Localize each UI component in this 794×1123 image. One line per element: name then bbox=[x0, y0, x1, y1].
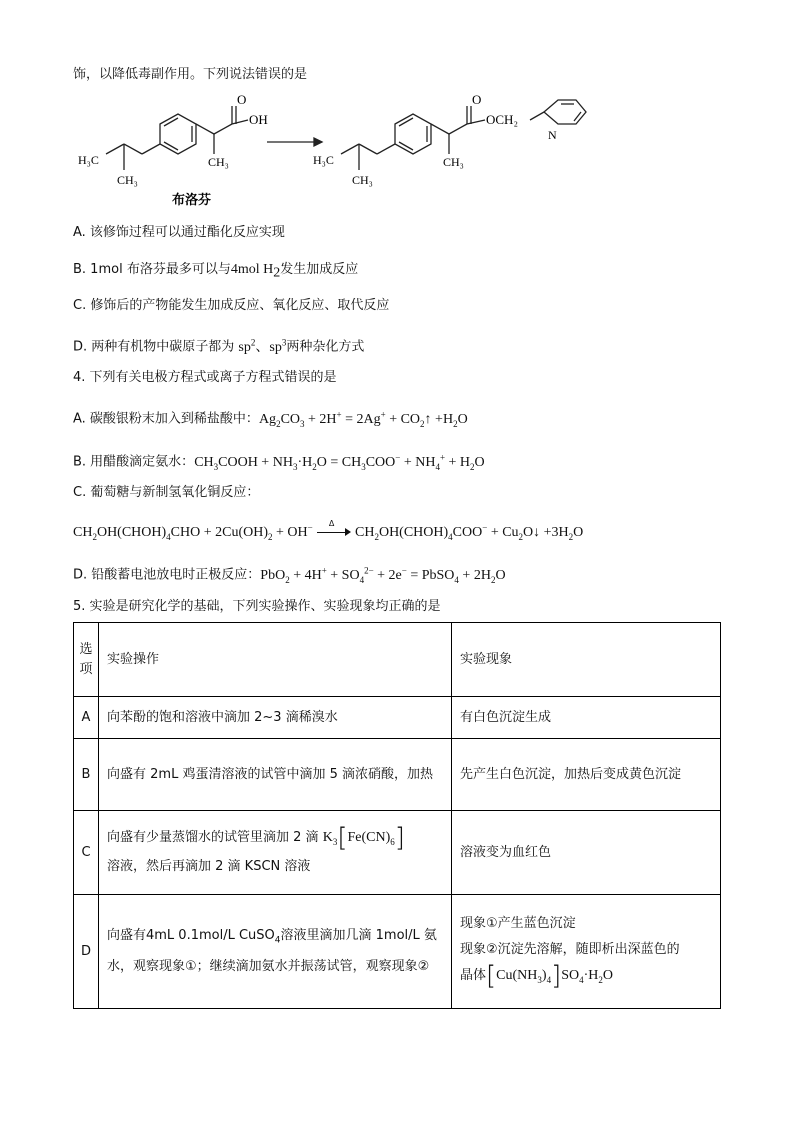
q4-option-b: B. 用醋酸滴定氨水：$CH_3COOH + NH_3\cdot H_2O = CH_3COO^- + NH_4^+ + H_2O$ bbox=[73, 452, 485, 472]
methyl-label: CH₃ bbox=[208, 155, 229, 169]
operation-cell: 向苯酚的饱和溶液中滴加 2~3 滴稀溴水 bbox=[99, 697, 452, 739]
header-option: 选项 bbox=[74, 623, 99, 697]
observation-cell: 有白色沉淀生成 bbox=[452, 697, 721, 739]
option-cell: C bbox=[74, 811, 99, 895]
option-cell: B bbox=[74, 739, 99, 811]
experiment-table bbox=[73, 622, 721, 1009]
table-header-row bbox=[74, 623, 721, 697]
table-row bbox=[74, 739, 721, 811]
option-cell: A bbox=[74, 697, 99, 739]
ester-label: OCH₂ bbox=[486, 112, 518, 127]
operation-cell: 向盛有 2mL 鸡蛋清溶液的试管中滴加 5 滴浓硝酸，加热 bbox=[99, 739, 452, 811]
option-d: D. 两种有机物中碳原子都为 $sp^2$、$sp^3$两种杂化方式 bbox=[73, 337, 365, 355]
methyl-label: CH₃ bbox=[443, 155, 464, 169]
table-row bbox=[74, 697, 721, 739]
question-5-stem: 5. 实验是研究化学的基础，下列实验操作、实验现象均正确的是 bbox=[73, 599, 441, 614]
carbonyl-oxygen: O bbox=[237, 92, 247, 107]
q4-option-c: C. 葡萄糖与新制氢氧化铜反应： bbox=[73, 485, 260, 500]
observation-cell: 溶液变为血红色 bbox=[452, 811, 721, 895]
methyl-label: H₃C bbox=[78, 153, 99, 167]
option-a: A. 该修饰过程可以通过酯化反应实现 bbox=[73, 225, 285, 240]
table-row bbox=[74, 895, 721, 1009]
header-operation: 实验操作 bbox=[99, 623, 452, 697]
methyl-label: CH₃ bbox=[352, 173, 373, 187]
nitrogen-label: N bbox=[548, 128, 557, 142]
q4-equation-c: $CH_2OH(CHOH)_4CHO + 2Cu(OH)_2 + OH^-$ Δ $CH_2OH(CHOH)_4COO^-$ + $Cu_2O↓ +3H_2O$ bbox=[73, 519, 584, 542]
operation-cell: 向盛有4mL 0.1mol/L CuSO$_4$溶液里滴加几滴 1mol/L 氨水，观察现象①；继续滴加氨水并振荡试管，观察现象② bbox=[99, 895, 452, 1009]
observation-cell: 现象①产生蓝色沉淀 现象②沉淀先溶解，随即析出深蓝色的 晶体$[Cu(NH_3)_4]SO_4\cdot H_2O$ bbox=[452, 895, 721, 1009]
option-cell: D bbox=[74, 895, 99, 1009]
reaction-diagram bbox=[60, 92, 660, 212]
header-observation: 实验现象 bbox=[452, 623, 721, 697]
table-row bbox=[74, 811, 721, 895]
q4-option-d: D. 铅酸蓄电池放电时正极反应：$PbO_2 + 4H^+ + SO_4^{2-} + 2e^-$ = PbSO$_4$ + $2H_2O$ bbox=[73, 565, 506, 585]
option-c: C. 修饰后的产物能发生加成反应、氧化反应、取代反应 bbox=[73, 298, 390, 313]
carbonyl-oxygen: O bbox=[472, 92, 482, 107]
observation-cell: 先产生白色沉淀，加热后变成黄色沉淀 bbox=[452, 739, 721, 811]
methyl-label: CH₃ bbox=[117, 173, 138, 187]
q4-option-a: A. 碳酸银粉末加入到稀盐酸中：$Ag_2CO_3 + 2H^+ = 2Ag^+$ + $CO_2↑ +H_2O$ bbox=[73, 409, 468, 429]
question-4-stem: 4. 下列有关电极方程式或离子方程式错误的是 bbox=[73, 370, 337, 385]
operation-cell: 向盛有少量蒸馏水的试管里滴加 2 滴 $K_3[Fe(CN)_6]$ 溶液，然后再滴加 2 滴 KSCN 溶液 bbox=[99, 811, 452, 895]
compound-name: 布洛芬 bbox=[172, 193, 212, 208]
methyl-label: H₃C bbox=[313, 153, 334, 167]
question-intro: 饰，以降低毒副作用。下列说法错误的是 bbox=[73, 67, 308, 82]
hydroxyl-label: OH bbox=[249, 112, 268, 127]
option-b: B. 1mol 布洛芬最多可以与4mol $H_2$发生加成反应 bbox=[73, 262, 359, 281]
